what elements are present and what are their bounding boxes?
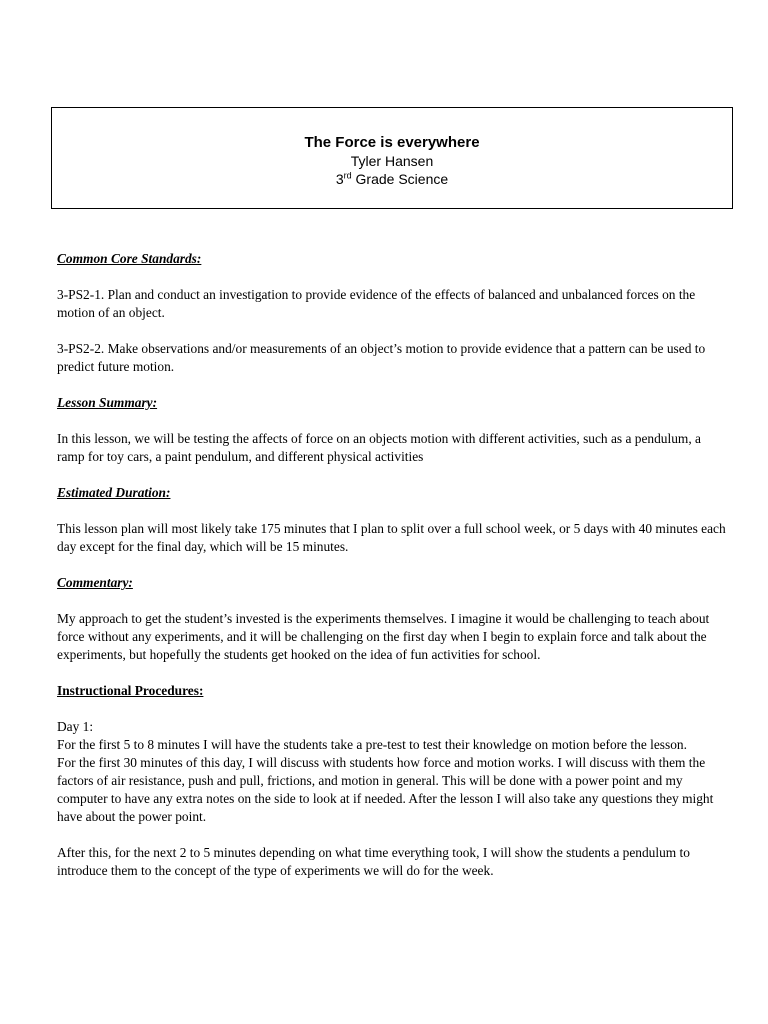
commentary-text: My approach to get the student’s invested is the experiments themselves. I imagine it would be challenging to teach about force without any experiments, and it will be challenging on the first day when I begin to explain force and talk about the experiments, but hopefully the students get hooked on the idea of fun activities for school. <box>57 611 710 662</box>
procedure-paragraph: For the first 5 to 8 minutes I will have the students take a pre-test to test their knowledge on motion before the lesson. <box>57 737 687 752</box>
course-name <box>52 170 732 188</box>
procedure-paragraph: For the first 30 minutes of this day, I will discuss with students how force and motion works. I will discuss with them the factors of air resistance, push and pull, frictions, and motion in general. This will be done with a power point and my computer to have any extra notes on the side to look at if needed. After the lesson I will also take any questions they might have about the power point. <box>57 755 714 824</box>
grade-number: 3 <box>335 171 344 187</box>
document-title: The Force is everywhere <box>304 134 480 151</box>
procedures-heading: Instructional Procedures: <box>57 683 204 698</box>
procedures-day-block <box>57 718 729 826</box>
standards-heading: Common Core Standards: <box>57 251 202 266</box>
document-body <box>57 250 729 898</box>
summary-heading: Lesson Summary: <box>57 395 158 410</box>
day-label: Day 1: <box>57 719 94 734</box>
grade-rest: Grade Science <box>351 171 449 187</box>
duration-text: This lesson plan will most likely take 175 minutes that I plan to split over a full school week, or 5 days with 40 minutes each day except for the final day, which will be 15 minutes. <box>57 521 726 554</box>
duration-heading: Estimated Duration: <box>57 485 171 500</box>
procedure-paragraph: After this, for the next 2 to 5 minutes depending on what time everything took, I will show the students a pendulum to introduce them to the concept of the type of experiments we will do for the week. <box>57 845 690 878</box>
title-box <box>51 107 733 209</box>
standard-item: 3-PS2-2. Make observations and/or measurements of an object’s motion to provide evidence that a pattern can be used to predict future motion. <box>57 341 706 374</box>
grade-suffix: rd <box>343 170 352 181</box>
standard-item: 3-PS2-1. Plan and conduct an investigation to provide evidence of the effects of balanced and unbalanced forces on the motion of an object. <box>57 287 696 320</box>
summary-text: In this lesson, we will be testing the affects of force on an objects motion with different activities, such as a pendulum, a ramp for toy cars, a paint pendulum, and different physical activities <box>57 431 701 464</box>
commentary-heading: Commentary: <box>57 575 133 590</box>
author-name: Tyler Hansen <box>350 153 434 169</box>
